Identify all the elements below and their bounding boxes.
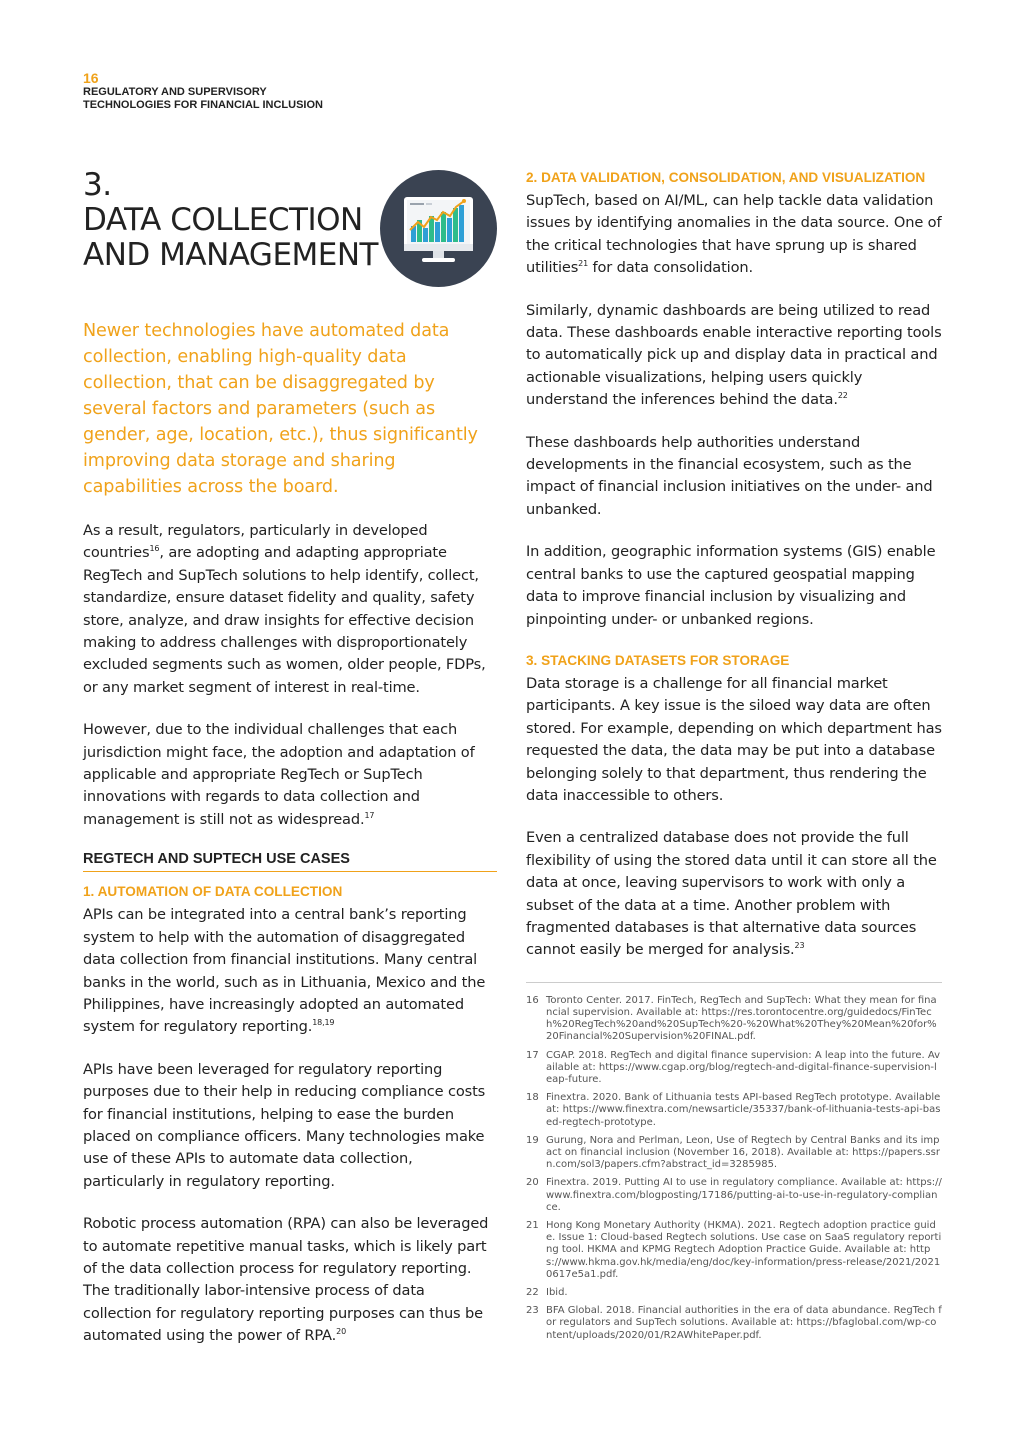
- footnote-number: 18: [526, 1092, 539, 1104]
- footnote-ref-20[interactable]: 20: [336, 1327, 347, 1337]
- footnote-item: [526, 1092, 942, 1129]
- footnote-ref-17[interactable]: 17: [364, 811, 375, 821]
- paragraph-storage: Data storage is a challenge for all financial market participants. A key issue is the siloed way data are often stored. For example, depending on which department has requested the data, the data may be put into a database belonging solely to that department, thus rendering the data inaccessible to others.: [526, 674, 942, 804]
- subheading-validation: 2. DATA VALIDATION, CONSOLIDATION, AND VISUALIZATION: [526, 170, 926, 185]
- paragraph-challenges: [83, 719, 497, 831]
- footnote-text: BFA Global. 2018. Financial authorities in the era of data abundance. RegTech for regulators and SupTech solutions. Available at: https://bfaglobal.com/wp-content/uploads/2020/01/R2AWhitePaper.pdf.: [546, 1305, 942, 1341]
- paragraph-suptech: [526, 190, 942, 280]
- paragraph-dashboards-impact: These dashboards help authorities understand developments in the financial ecosystem, such as the impact of financial inclusion initiatives on the under- and unbanked.: [526, 433, 933, 518]
- footnote-text: Finextra. 2020. Bank of Lithuania tests API-based RegTech prototype. Available at: https://www.finextra.com/newsarticle/35337/bank-of-lithuania-tests-api-based-regtech-prototype.: [546, 1092, 941, 1128]
- paragraph-dashboards: [526, 300, 942, 412]
- footnote-text: Finextra. 2019. Putting AI to use in regulatory compliance. Available at: https://www.finextra.com/blogposting/17186/putting-ai-to-use-in-regulatory-compliance.: [546, 1177, 942, 1213]
- paragraph-text: As a result, regulators, particularly in developed countries: [83, 522, 428, 562]
- paragraph-text: APIs can be integrated into a central bank’s reporting system to help with the automation of disaggregated data collection from financial institutions. Many central banks in the world, such as in Lithuania, Mexico and the Philippines, have increasingly adopted an automated system for regulatory reporting.: [83, 906, 486, 1036]
- footnote-item: [526, 1050, 942, 1087]
- paragraph-text: , are adopting and adapting appropriate RegTech and SupTech solutions to help identify, collect, standardize, ensure dataset fidelity and quality, safety store, analyze, and draw insights for effective decision making to address challenges with disproportionately excluded segments such as women, older people, FDPs, or any market segment of interest in real-time.: [83, 544, 486, 696]
- footnote-text: Ibid.: [546, 1287, 568, 1299]
- footnote-ref-22[interactable]: 22: [837, 391, 848, 401]
- publication-title-line1: REGULATORY AND SUPERVISORY: [83, 86, 267, 98]
- footnote-item: [526, 995, 942, 1044]
- paragraph-gis: In addition, geographic information systems (GIS) enable central banks to use the captured geospatial mapping data to improve financial inclusion by visualizing and pinpointing under- or unbanked regions.: [526, 543, 936, 628]
- footnote-number: 21: [526, 1220, 539, 1232]
- footnote-number: 16: [526, 994, 539, 1006]
- footnote-item: [526, 1305, 942, 1342]
- publication-title: [83, 86, 483, 112]
- paragraph-text: Robotic process automation (RPA) can also be leveraged to automate repetitive manual tasks, which is likely part of the data collection process for regulatory reporting. The traditionally labor-intensive process of data collection for regulatory reporting purposes can thus be automated using the power of RPA.: [83, 1215, 489, 1345]
- paragraph-text: Even a centralized database does not provide the full flexibility of using the stored data until it can store all the data at once, leaving supervisors to work with only a subset of the data at a time. Another problem with fragmented databases is that alternative data sources cannot easily be merged for analysis.: [526, 829, 937, 959]
- page-number: 16: [83, 70, 99, 86]
- footnote-item: [526, 1287, 942, 1299]
- page-header: [83, 70, 483, 112]
- publication-title-line2: TECHNOLOGIES FOR FINANCIAL INCLUSION: [83, 99, 323, 111]
- footnote-item: [526, 1220, 942, 1281]
- section-heading: [83, 168, 383, 273]
- footnote-ref-18-19[interactable]: 18,19: [312, 1018, 335, 1028]
- footnote-number: 22: [526, 1287, 539, 1299]
- section-title-line2: AND MANAGEMENT: [83, 237, 378, 273]
- left-column: [83, 318, 497, 1368]
- footnote-number: 23: [526, 1305, 539, 1317]
- paragraph-text: SupTech, based on AI/ML, can help tackle data validation issues by identifying anomalies in the data source. One of the critical technologies that have sprung up is shared utilities: [526, 192, 942, 277]
- monitor-chart-graphic: [380, 170, 497, 287]
- footnote-ref-16[interactable]: 16: [149, 544, 160, 554]
- monitor-chart-icon: [380, 170, 497, 287]
- footnote-number: 17: [526, 1049, 539, 1061]
- lede-paragraph: Newer technologies have automated data collection, enabling high-quality data collection, that can be disaggregated by several factors and parameters (such as gender, age, location, etc.), thus significantly improving data storage and sharing capabilities across the board.: [83, 321, 478, 497]
- footnote-text: Gurung, Nora and Perlman, Leon, Use of Regtech by Central Banks and its impact on financial inclusion (November 16, 2018). Available at: https://papers.ssrn.com/sol3/papers.cfm?abstract_id=3285985.: [546, 1134, 940, 1171]
- footnote-item: [526, 1135, 942, 1172]
- subheading-stacking: 3. STACKING DATASETS FOR STORAGE: [526, 652, 790, 668]
- paragraph-adoption: [83, 520, 497, 699]
- section-number: 3.: [83, 167, 112, 203]
- paragraph-rpa: [83, 1213, 497, 1347]
- subheading-automation: 1. AUTOMATION OF DATA COLLECTION: [83, 884, 343, 900]
- paragraph-centralized: [526, 827, 942, 961]
- paragraph-apis: [83, 904, 497, 1038]
- footnote-ref-23[interactable]: 23: [794, 941, 805, 951]
- paragraph-text: However, due to the individual challenges that each jurisdiction might face, the adoption and adaptation of applicable and appropriate RegTech or SupTech innovations with regards to data collection and management is still not as widespread.: [83, 721, 475, 828]
- paragraph-api-leverage: APIs have been leveraged for regulatory reporting purposes due to their help in reducing compliance costs for financial institutions, helping to ease the burden placed on compliance officers. Many technologies make use of these APIs to automate data collection, particularly in regulatory reporting.: [83, 1060, 486, 1190]
- footnote-number: 20: [526, 1177, 539, 1189]
- footnotes-divider: [526, 982, 942, 983]
- use-cases-heading: REGTECH AND SUPTECH USE CASES: [83, 851, 497, 872]
- footnote-text: Hong Kong Monetary Authority (HKMA). 2021. Regtech adoption practice guide. Issue 1: Cloud-based Regtech solutions. Use case on SaaS regulatory reporting tool. HKMA and KPMG Regtech Adoption Practice Guide. Available at: https://www.hkma.gov.hk/media/eng/doc/key-information/press-release/2021/20210617e5a1.pdf.: [546, 1220, 942, 1280]
- paragraph-text: for data consolidation.: [588, 259, 753, 277]
- right-column: [526, 168, 942, 1348]
- footnote-number: 19: [526, 1134, 539, 1146]
- footnotes: [526, 995, 942, 1342]
- footnote-text: CGAP. 2018. RegTech and digital finance supervision: A leap into the future. Available at: https://www.cgap.org/blog/regtech-and-digital-finance-supervision-leap-future.: [546, 1049, 941, 1085]
- footnote-text: Toronto Center. 2017. FinTech, RegTech and SupTech: What they mean for financial supervision. Available at: https://res.torontocentre.org/guidedocs/FinTech%20RegTech%20and%20SupTech%20-%20What%20They%20Mean%20for%20Financial%20Supervision%20FINAL.pdf.: [546, 994, 937, 1043]
- section-title-line1: DATA COLLECTION: [83, 202, 363, 238]
- footnote-ref-21[interactable]: 21: [578, 259, 589, 269]
- paragraph-text: Similarly, dynamic dashboards are being utilized to read data. These dashboards enable interactive reporting tools to automatically pick up and display data in practical and actionable visualizations, helping users quickly understand the inferences behind the data.: [526, 301, 942, 409]
- footnote-item: [526, 1177, 942, 1214]
